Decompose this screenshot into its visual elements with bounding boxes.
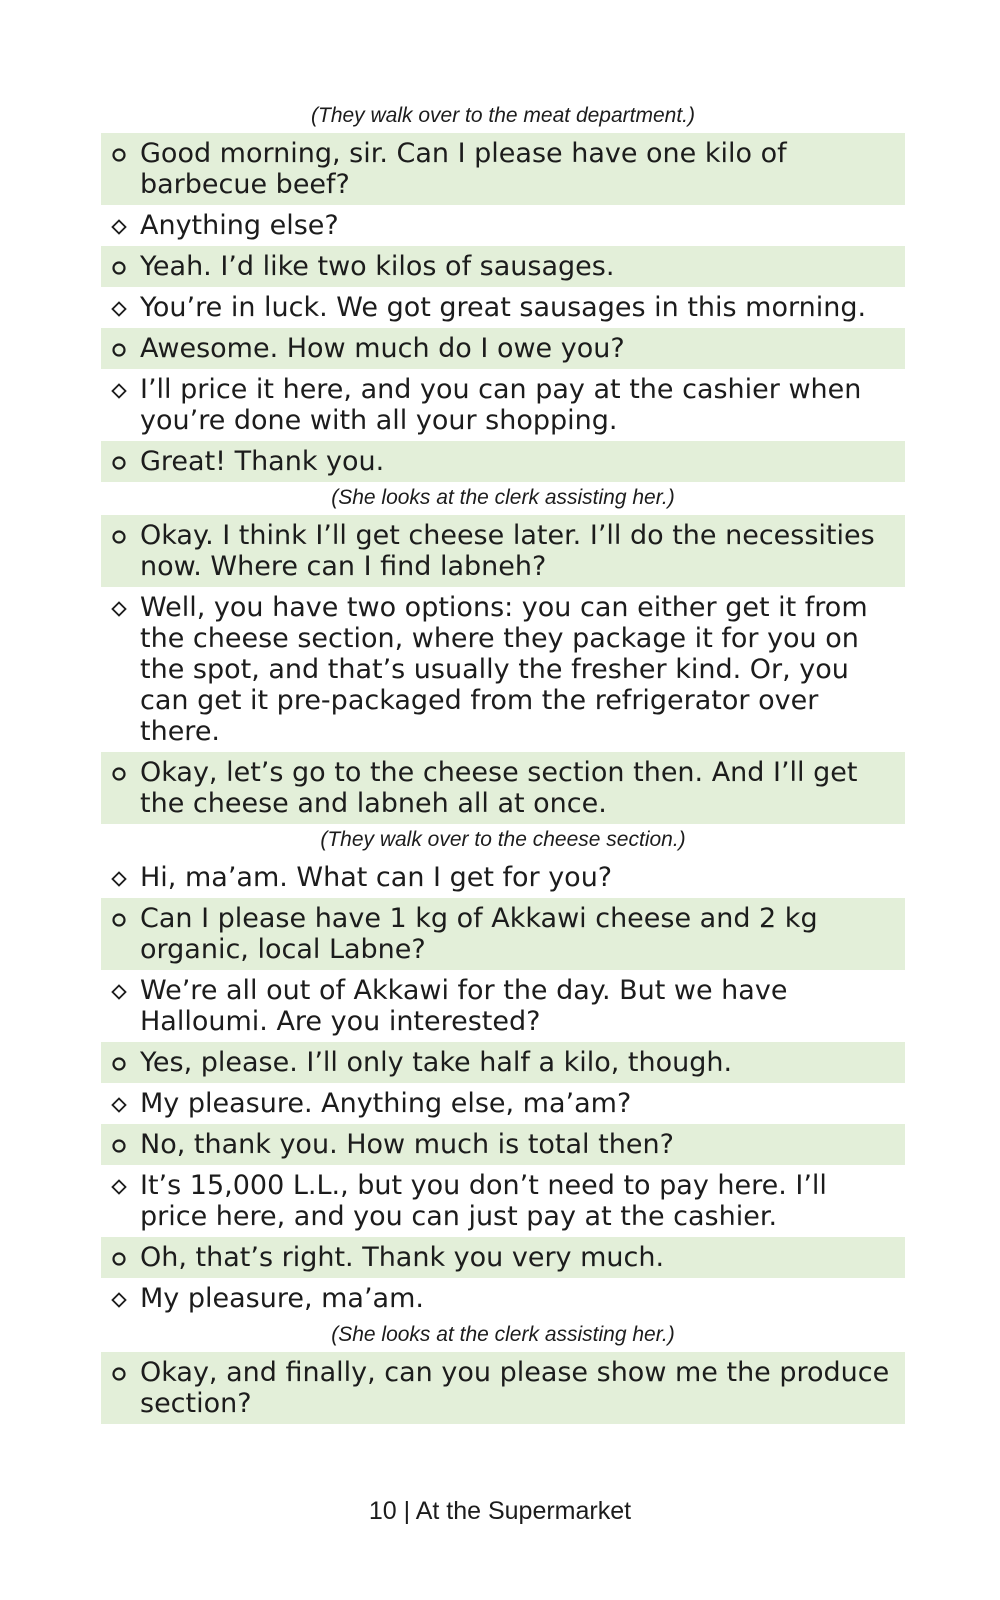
dialogue-text: It’s 15,000 L.L., but you don’t need to pay here. I’ll price here, and you can just pay at the cashier.	[140, 1170, 827, 1232]
dialogue-line-clerk	[101, 857, 905, 898]
dialogue-text: Yeah. I’d like two kilos of sausages.	[140, 251, 615, 282]
diamond-bullet-icon	[111, 1179, 127, 1195]
dialogue-line-customer	[101, 441, 905, 482]
dialogue-line-customer	[101, 133, 905, 205]
dialogue-line-clerk	[101, 1083, 905, 1124]
dialogue-text: No, thank you. How much is total then?	[140, 1129, 674, 1160]
circle-bullet-icon	[111, 455, 127, 471]
dialogue-text: Yes, please. I’ll only take half a kilo, though.	[140, 1047, 733, 1078]
circle-bullet-icon	[111, 1251, 127, 1267]
diamond-bullet-icon	[111, 984, 127, 1000]
dialogue-text: You’re in luck. We got great sausages in this morning.	[140, 292, 867, 323]
dialogue-text: We’re all out of Akkawi for the day. But we have Halloumi. Are you interested?	[140, 975, 788, 1037]
circle-bullet-icon	[111, 260, 127, 276]
dialogue-line-clerk	[101, 587, 905, 752]
dialogue-text: My pleasure, ma’am.	[140, 1283, 424, 1314]
dialogue-text: Okay, and finally, can you please show me the produce section?	[140, 1357, 890, 1419]
diamond-bullet-icon	[111, 871, 127, 887]
dialogue-line-customer	[101, 246, 905, 287]
dialogue-line-clerk	[101, 205, 905, 246]
dialogue-line-clerk	[101, 369, 905, 441]
dialogue-text: Hi, ma’am. What can I get for you?	[140, 862, 613, 893]
dialogue-line-clerk	[101, 970, 905, 1042]
dialogue-line-customer	[101, 1042, 905, 1083]
dialogue-line-clerk	[101, 1278, 905, 1319]
dialogue-line-customer	[101, 1124, 905, 1165]
dialogue-line-clerk	[101, 287, 905, 328]
circle-bullet-icon	[111, 342, 127, 358]
dialogue-text: Awesome. How much do I owe you?	[140, 333, 625, 364]
dialogue-text: Okay, let’s go to the cheese section then. And I’ll get the cheese and labneh all at once.	[140, 757, 858, 819]
stage-direction: (They walk over to the meat department.)	[311, 104, 695, 127]
diamond-bullet-icon	[111, 383, 127, 399]
circle-bullet-icon	[111, 766, 127, 782]
circle-bullet-icon	[111, 1366, 127, 1382]
dialogue-text: Okay. I think I’ll get cheese later. I’ll do the necessities now. Where can I find labneh?	[140, 520, 875, 582]
dialogue-text: Oh, that’s right. Thank you very much.	[140, 1242, 665, 1273]
circle-bullet-icon	[111, 147, 127, 163]
dialogue-line-customer	[101, 752, 905, 824]
dialogue-text: I’ll price it here, and you can pay at the cashier when you’re done with all your shopping.	[140, 374, 862, 436]
dialogue-text: Good morning, sir. Can I please have one kilo of barbecue beef?	[140, 138, 787, 200]
dialogue-text: Can I please have 1 kg of Akkawi cheese and 2 kg organic, local Labne?	[140, 903, 818, 965]
circle-bullet-icon	[111, 912, 127, 928]
dialogue-line-customer	[101, 1237, 905, 1278]
diamond-bullet-icon	[111, 601, 127, 617]
page-footer: 10 | At the Supermarket	[368, 1497, 632, 1525]
diamond-bullet-icon	[111, 1097, 127, 1113]
dialogue-line-customer	[101, 1352, 905, 1424]
dialogue-line-clerk	[101, 1165, 905, 1237]
dialogue-page	[101, 100, 905, 1424]
dialogue-text: Well, you have two options: you can either get it from the cheese section, where they package it for you on the spot, and that’s usually the fresher kind. Or, you can get it pre-packaged from the refrigerator over there.	[140, 592, 868, 747]
dialogue-text: Great! Thank you.	[140, 446, 385, 477]
stage-direction: (They walk over to the cheese section.)	[320, 828, 686, 851]
dialogue-text: Anything else?	[140, 210, 339, 241]
circle-bullet-icon	[111, 1138, 127, 1154]
diamond-bullet-icon	[111, 219, 127, 235]
stage-direction: (She looks at the clerk assisting her.)	[331, 1323, 675, 1346]
circle-bullet-icon	[111, 529, 127, 545]
circle-bullet-icon	[111, 1056, 127, 1072]
dialogue-line-customer	[101, 328, 905, 369]
dialogue-line-customer	[101, 898, 905, 970]
dialogue-line-customer	[101, 515, 905, 587]
stage-direction: (She looks at the clerk assisting her.)	[331, 486, 675, 509]
diamond-bullet-icon	[111, 301, 127, 317]
diamond-bullet-icon	[111, 1292, 127, 1308]
dialogue-text: My pleasure. Anything else, ma’am?	[140, 1088, 632, 1119]
